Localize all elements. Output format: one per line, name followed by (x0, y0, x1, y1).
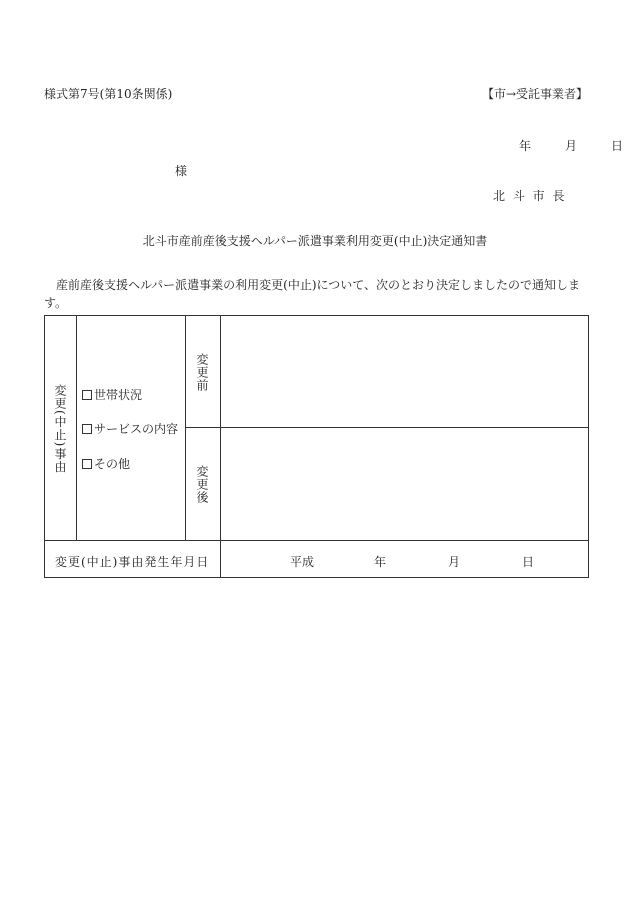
year-label: 年 (374, 555, 387, 569)
day-label: 日 (522, 555, 535, 569)
after-field[interactable] (221, 428, 589, 540)
document-title: 北斗市産前産後支援ヘルパー派遣事業利用変更(中止)決定通知書 (142, 234, 488, 248)
option-service[interactable]: サービスの内容 (82, 420, 178, 437)
option-other[interactable]: その他 (82, 455, 130, 472)
month-label: 月 (448, 555, 461, 569)
date-day: 日 (611, 139, 624, 153)
checkbox-icon[interactable] (82, 424, 92, 434)
option-household[interactable]: 世帯状況 (82, 386, 142, 403)
addressee-suffix: 様 (175, 164, 188, 178)
route-label: 【市→受託事業者】 (481, 87, 588, 101)
era-label: 平成 (290, 555, 315, 569)
before-label: 変更前 (195, 353, 209, 392)
checkbox-icon[interactable] (82, 459, 92, 469)
occurrence-date-label: 変更(中止)事由発生年月日 (55, 555, 210, 569)
issuer: 北 斗 市 長 (493, 189, 567, 203)
date-line (493, 137, 630, 154)
date-month: 月 (565, 139, 578, 153)
before-field[interactable] (221, 316, 589, 427)
date-year: 年 (519, 139, 532, 153)
reason-header: 変更(中止)事由 (53, 384, 67, 474)
occurrence-date[interactable] (290, 553, 534, 570)
body-text: 産前産後支援ヘルパー派遣事業の利用変更(中止)について、次のとおり決定しましたので通知します。 (44, 278, 581, 310)
after-label: 変更後 (195, 465, 209, 504)
checkbox-icon[interactable] (82, 390, 92, 400)
form-number: 様式第7号(第10条関係) (44, 87, 173, 101)
decision-table (44, 315, 589, 578)
